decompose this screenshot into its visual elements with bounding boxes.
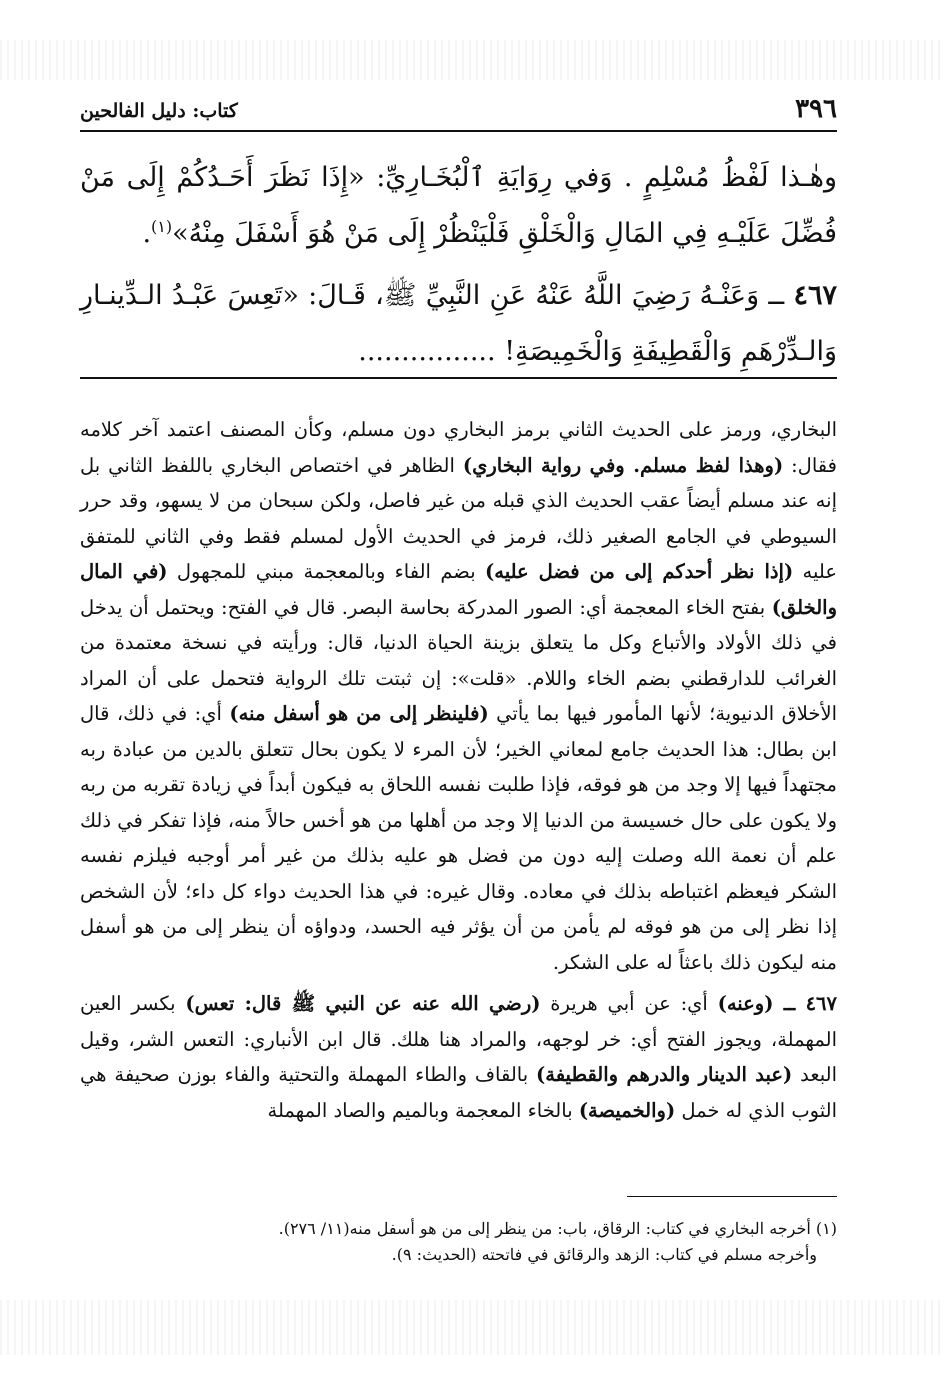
commentary-paragraph [80, 412, 837, 980]
quoted-phrase: (إذا نظر أحدكم إلى من فضل عليه) [485, 560, 794, 583]
quoted-phrase: (والخميصة) [578, 1098, 676, 1122]
commentary-paragraph [80, 986, 837, 1128]
commentary-text: الظاهر في اختصاص البخاري باللفظ الثاني بل إنه عند مسلم أيضاً عقب الحديث الذي قبله من غير فاصل، ولكن سبحان من لا يسهو، وقد حرر السيوطي في الجامع الصغير ذلك، فرمز في الحديث الأول لمسلم فقط وفي الثاني للمتفق عليه [80, 453, 837, 583]
scan-texture-top [0, 40, 945, 80]
hadith-text-block [80, 150, 837, 380]
footnote-divider [627, 1196, 837, 1197]
commentary-text: أي: عن أبي هريرة [540, 992, 718, 1015]
footnotes-block [80, 1216, 837, 1268]
section-divider [80, 377, 837, 379]
commentary-text: بالقاف والطاء المهملة والتحتية والفاء بوزن صحيفة هي الثوب الذي له خمل [80, 1063, 837, 1122]
quoted-phrase: (فلينظر إلى من هو أسفل منه) [229, 702, 489, 725]
commentary-text: بضم الفاء وبالمعجمة مبني للمجهول [167, 560, 486, 583]
page-header [80, 92, 837, 132]
hadith-paragraph [80, 150, 837, 262]
quoted-phrase: ٤٦٧ ــ (وعنه) [717, 992, 837, 1015]
commentary-text: أي: في ذلك، قال ابن بطال: هذا الحديث جامع لمعاني الخير؛ لأن المرء لا يكون بحال تتعلق بالدين من عبادة ربه مجتهداً فيها إلا وجد من هو فوقه، فإذا طلبت نفسه اللحاق به فيكون أبداً في زيادة تقربه من ربه ولا يكون على حال خسيسة من الدنيا إلا وجد من أهلها من هو أخس حالاً منه، فإذا تفكر في ذلك علم أن نعمة الله وصلت إليه دون من فضل هو عليه بذلك من غير أمر أوجبه فيلزم نفسه الشكر فيعظم اغتباطه بذلك في معاده. وقال غيره: في هذا الحديث دواء كل داء؛ لأن الشخص إذا نظر إلى من هو فوقه لم يأمن من أن يؤثر فيه الحسد، ودواؤه أن ينظر إلى من هو أسفل منه ليكون ذلك باعثاً له على الشكر. [80, 702, 837, 974]
footnote-line: وأخرجه مسلم في كتاب: الزهد والرقائق في فاتحته (الحديث: ٩). [391, 1245, 817, 1264]
commentary-text: بكسر العين المهملة، ويجوز الفتح أي: خر لوجهه، والمراد هنا هلك. قال ابن الأنباري: التعس الشر، وقيل البعد [80, 992, 837, 1086]
commentary-block [80, 412, 837, 1128]
page-number: ٣٩٦ [795, 94, 837, 124]
ellipsis-dots: ................ [358, 336, 496, 367]
running-title: كتاب: دليل الفالحين [80, 100, 238, 122]
footnote-line: (١) أخرجه البخاري في كتاب: الرقاق، باب: من ينظر إلى من هو أسفل منه(١١/ ٢٧٦). [278, 1219, 837, 1238]
hadith-paragraph-text: وهٰـذا لَفْظُ مُسْلِمٍ . وَفي رِوَايَةِ ٱلْبُخَـارِيِّ: «إِذَا نَظَرَ أَحَـدُكُمْ إِلَى مَنْ فُضِّلَ عَلَيْـهِ فِي المَالِ وَالْخَلْقِ فَلْيَنْظُرْ إِلَى مَنْ هُوَ أَسْفَلَ مِنْهُ» [80, 162, 837, 249]
scan-texture-bottom [0, 1300, 945, 1355]
hadith-paragraph-end: . [142, 218, 152, 249]
quoted-phrase: (عبد الدينار والدرهم والقطيفة) [536, 1063, 793, 1086]
quoted-phrase: (رضي الله عنه عن النبي ﷺ قال: تعس) [185, 992, 541, 1015]
hadith-paragraph-text: ــ وَعَنْـهُ رَضِيَ اللَّهُ عَنْهُ عَنِ النَّبِيِّ ﷺ، قَـالَ: «تَعِسَ عَبْـدُ الـدِّينـارِ وَالـدِّرْهَمِ وَالْقَطِيفَةِ وَالْخَمِيصَةِ! [80, 280, 837, 367]
commentary-text: البخاري، ورمز على الحديث الثاني برمز البخاري دون مسلم، وكأن المصنف اعتمد آخر كلامه فقال: [80, 418, 837, 477]
footnote-reference: (١) [151, 217, 173, 236]
hadith-number: ٤٦٧ [793, 280, 837, 311]
quoted-phrase: (في المال والخلق) [80, 560, 837, 619]
commentary-text: بفتح الخاء المعجمة أي: الصور المدركة بحاسة البصر. قال في الفتح: ويحتمل أن يدخل في ذلك الأولاد والأتباع وكل ما يتعلق بزينة الحياة الدنيا، قال: ورأيته في نسخة معتمدة من الغرائب للدارقطني بضم الخاء واللام. «قلت»: إن ثبتت تلك الرواية فتحمل على أن المراد الأخلاق الدنيوية؛ لأنها المأمور فيها بما يأتي [80, 595, 837, 725]
hadith-paragraph [80, 268, 837, 380]
quoted-phrase: (وهذا لفظ مسلم. وفي رواية البخاري) [462, 453, 784, 477]
commentary-text: بالخاء المعجمة وبالميم والصاد المهملة [267, 1098, 579, 1122]
